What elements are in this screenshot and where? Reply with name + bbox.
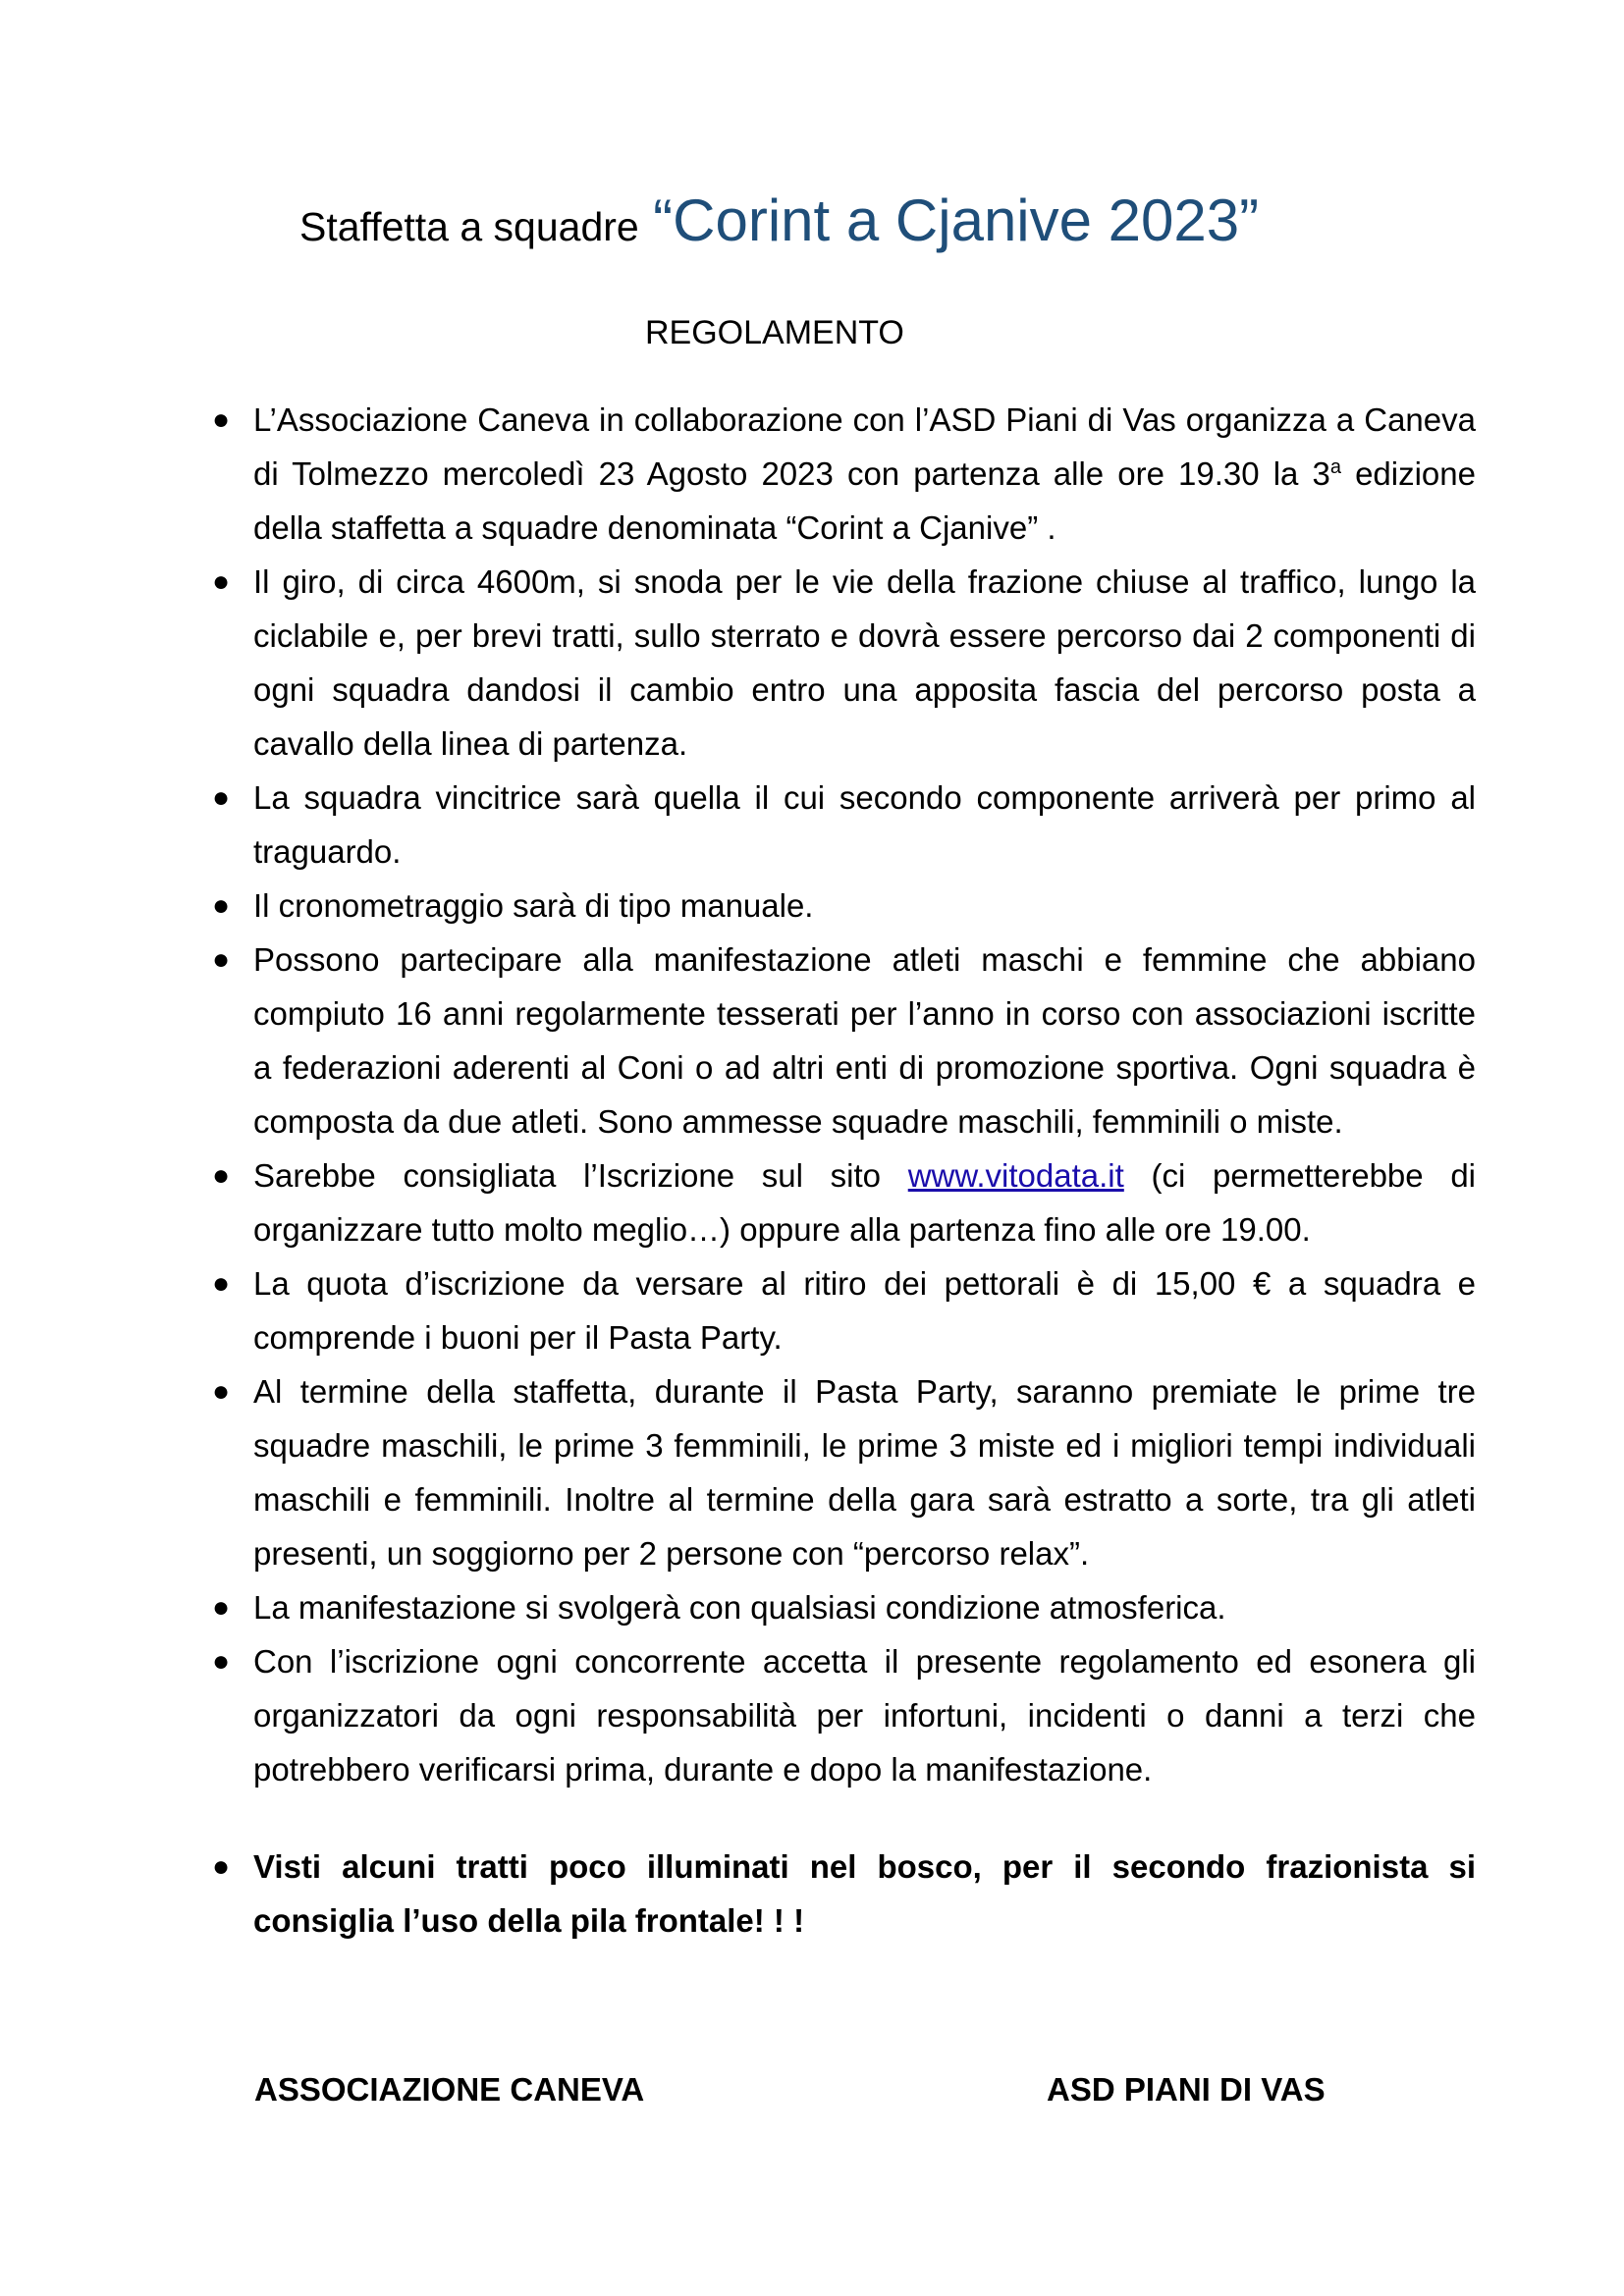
bullet-icon: ● bbox=[211, 403, 231, 436]
rule-text: edizione della staffetta a squadre denominata “Corint a Cjanive” . bbox=[253, 455, 1476, 546]
document-title bbox=[299, 187, 1260, 253]
bullet-icon: ● bbox=[211, 889, 231, 922]
rule-text: La squadra vincitrice sarà quella il cui secondo componente arriverà per primo al traguardo. bbox=[253, 779, 1476, 870]
rule-text: La quota d’iscrizione da versare al ritiro dei pettorali è di 15,00 € a squadra e comprende i buoni per il Pasta Party. bbox=[253, 1265, 1476, 1356]
rule-superscript: a bbox=[1329, 456, 1341, 478]
rule-text: Visti alcuni tratti poco illuminati nel bosco, per il secondo frazionista si consiglia l’uso della pila frontale! ! ! bbox=[253, 1848, 1476, 1939]
rule-item-2 bbox=[211, 555, 1476, 771]
bullet-icon: ● bbox=[211, 781, 231, 814]
rule-item-headlamp-notice bbox=[211, 1840, 1476, 1948]
document-subtitle: REGOLAMENTO bbox=[645, 314, 904, 351]
rule-text: (ci permetterebbe di organizzare tutto molto meglio…) oppure alla partenza fino alle ore 19.00. bbox=[253, 1157, 1477, 1248]
signature-asd-piani-di-vas: ASD PIANI DI VAS bbox=[1047, 2071, 1326, 2108]
bullet-icon: ● bbox=[211, 1850, 231, 1883]
rule-text: La manifestazione si svolgerà con qualsiasi condizione atmosferica. bbox=[253, 1589, 1226, 1626]
signature-associazione-caneva: ASSOCIAZIONE CANEVA bbox=[254, 2071, 645, 2108]
registration-link[interactable]: www.vitodata.it bbox=[907, 1157, 1124, 1194]
bullet-icon: ● bbox=[211, 1267, 231, 1300]
rule-item-6 bbox=[211, 1148, 1476, 1256]
rule-item-3 bbox=[211, 771, 1476, 879]
bullet-icon: ● bbox=[211, 1375, 231, 1408]
bullet-icon: ● bbox=[211, 565, 231, 598]
rule-item-8 bbox=[211, 1364, 1476, 1580]
rule-text: Con l’iscrizione ogni concorrente accetta il presente regolamento ed esonera gli organizzatori da ogni responsabilità per infortuni, incidenti o danni a terzi che potrebbero verificarsi prima, durante e dopo la manifestazione. bbox=[253, 1643, 1476, 1788]
bullet-icon: ● bbox=[211, 1591, 231, 1624]
rule-item-10 bbox=[211, 1634, 1476, 1796]
rule-item-7 bbox=[211, 1256, 1476, 1364]
title-main: “Corint a Cjanive 2023” bbox=[653, 187, 1260, 253]
rule-text: Al termine della staffetta, durante il Pasta Party, saranno premiate le prime tre squadre maschili, le prime 3 femminili, le prime 3 miste ed i migliori tempi individuali maschili e femminili. Inoltre al termine della gara sarà estratto a sorte, tra gli atleti presenti, un soggiorno per 2 persone con “percorso relax”. bbox=[253, 1373, 1476, 1572]
bullet-icon: ● bbox=[211, 1645, 231, 1678]
title-prefix: Staffetta a squadre bbox=[299, 204, 639, 249]
rule-item-5 bbox=[211, 933, 1476, 1148]
bullet-icon: ● bbox=[211, 943, 231, 976]
rule-text: Il cronometraggio sarà di tipo manuale. bbox=[253, 887, 814, 924]
rule-text: Sarebbe consigliata l’Iscrizione sul sito bbox=[253, 1157, 908, 1194]
rule-item-1 bbox=[211, 393, 1476, 555]
bullet-icon: ● bbox=[211, 1159, 231, 1192]
rule-text: Il giro, di circa 4600m, si snoda per le vie della frazione chiuse al traffico, lungo la ciclabile e, per brevi tratti, sullo sterrato e dovrà essere percorso dai 2 componenti di ogni squadra dandosi il cambio entro una apposita fascia del percorso posta a cavallo della linea di partenza. bbox=[253, 563, 1476, 762]
rule-item-9 bbox=[211, 1580, 1476, 1634]
rule-item-4 bbox=[211, 879, 1476, 933]
rule-text: L’Associazione Caneva in collaborazione con l’ASD Piani di Vas organizza a Caneva di Tolmezzo mercoledì 23 Agosto 2023 con partenza alle ore 19.30 la 3 bbox=[253, 401, 1476, 492]
rule-text: Possono partecipare alla manifestazione atleti maschi e femmine che abbiano compiuto 16 anni regolarmente tesserati per l’anno in corso con associazioni iscritte a federazioni aderenti al Coni o ad altri enti di promozione sportiva. Ogni squadra è composta da due atleti. Sono ammesse squadre maschili, femminili o miste. bbox=[253, 941, 1476, 1140]
rules-list bbox=[211, 393, 1476, 1948]
